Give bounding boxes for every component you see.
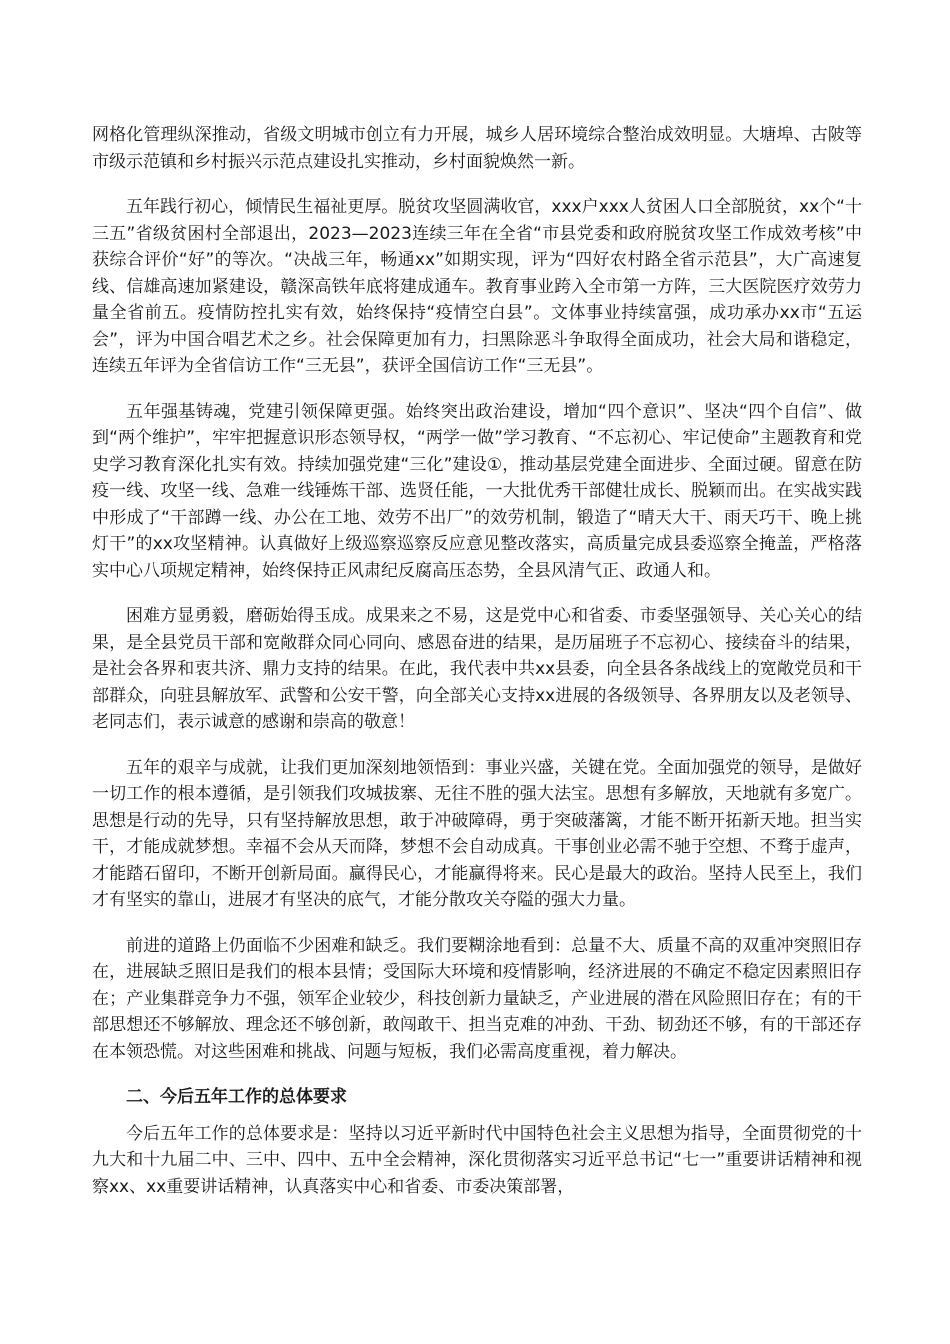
paragraph-livelihood: 五年践行初心，倾情民生福祉更厚。脱贫攻坚圆满收官，xxx户xxx人贫困人口全部脱贫，xx个“十三五”省级贫困村全部退出，2023—2023连续三年在全省“市县党委和政府脱贫攻坚工作成效考核”中获综合评价“好”的等次。“决战三年，畅通xx”如期实现，评为“四好农村路全省示范县”，大广高速复线、信雄高速加紧建设，赣深高铁年底将建成通车。教育事业跨入全市第一方阵，三大医院医疗效劳力量全省前五。疫情防控扎实有效，始终保持“疫情空白县”。文体事业持续富强，成功承办xx市“五运会”，评为中国合唱艺术之乡。社会保障更加有力，扫黑除恶斗争取得全面成功，社会大局和谐稳定，连续五年评为全省信访工作“三无县”，获评全国信访工作“三无县”。 <box>92 197 862 376</box>
paragraph-general-requirements: 今后五年工作的总体要求是：坚持以习近平新时代中国特色社会主义思想为指导，全面贯彻党的十九大和十九届二中、三中、四中、五中全会精神，深化贯彻落实习近平总书记“七一”重要讲话精神和视察xx、xx重要讲话精神，认真落实中心和省委、市委决策部署， <box>92 1123 862 1197</box>
paragraph-lessons: 五年的艰辛与成就，让我们更加深刻地领悟到：事业兴盛，关键在党。全面加强党的领导，是做好一切工作的根本遵循，是引领我们攻城拔寨、无往不胜的强大法宝。思想有多解放，天地就有多宽广。思想是行动的先导，只有坚持解放思想，敢于冲破障碍，勇于突破藩篱，才能不断开拓新天地。担当实干，才能成就梦想。幸福不会从天而降，梦想不会自动成真。干事创业必需不驰于空想、不骛于虚声，才能踏石留印，不断开创新局面。赢得民心，才能赢得将来。民心是最大的政治。坚持人民至上，我们才有坚实的靠山，进展才有坚决的底气，才能分散攻关夺隘的强大力量。 <box>92 757 862 910</box>
section-heading: 二、今后五年工作的总体要求 <box>126 1087 347 1107</box>
paragraph-gratitude: 困难方显勇毅，磨砺始得玉成。成果来之不易，这是党中心和省委、市委坚强领导、关心关心的结果，是全县党员干部和宽敞群众同心同向、感恩奋进的结果，是历届班子不忘初心、接续奋斗的结果，是社会各界和衷共济、鼎力支持的结果。在此，我代表中共xx县委，向全县各条战线上的宽敞党员和干部群众，向驻县解放军、武警和公安干警，向全部关心支持xx进展的各级领导、各界朋友以及老领导、老同志们，表示诚意的感谢和崇高的敬意！ <box>92 606 862 732</box>
paragraph-challenges: 前进的道路上仍面临不少困难和缺乏。我们要糊涂地看到：总量不大、质量不高的双重冲突照旧存在，进展缺乏照旧是我们的根本县情；受国际大环境和疫情影响，经济进展的不确定不稳定因素照旧存在；产业集群竞争力不强，领军企业较少，科技创新力量缺乏，产业进展的潜在风险照旧存在；有的干部思想还不够解放、理念还不够创新，敢闯敢干、担当克难的冲劲、干劲、韧劲还不够，有的干部还存在本领恐慌。对这些困难和挑战、问题与短板，我们必需高度重视，着力解决。 <box>92 935 862 1062</box>
paragraph-party-building: 五年强基铸魂，党建引领保障更强。始终突出政治建设，增加“四个意识”、坚决“四个自信”、做到“两个维护”，牢牢把握意识形态领导权，“两学一做”学习教育、“不忘初心、牢记使命”主题教育和党史学习教育深化扎实有效。持续加强党建“三化”建设①，推动基层党建全面进步、全面过硬。留意在防疫一线、攻坚一线、急难一线锤炼干部、选贤任能，一大批优秀干部健壮成长、脱颖而出。在实战实践中形成了“干部蹲一线、办公在工地、效劳不出厂”的效劳机制，锻造了“晴天大干、雨天巧干、晚上挑灯干”的xx攻坚精神。认真做好上级巡察巡察反应意见整改落实，高质量完成县委巡察全掩盖，严格落实中心八项规定精神，始终保持正风肃纪反腐高压态势，全县风清气正、政通人和。 <box>92 401 862 581</box>
document-body <box>92 122 862 1200</box>
paragraph-urban-governance: 网格化管理纵深推动，省级文明城市创立有力开展，城乡人居环境综合整治成效明显。大塘埠、古陂等市级示范镇和乡村振兴示范点建设扎实推动，乡村面貌焕然一新。 <box>92 125 862 172</box>
